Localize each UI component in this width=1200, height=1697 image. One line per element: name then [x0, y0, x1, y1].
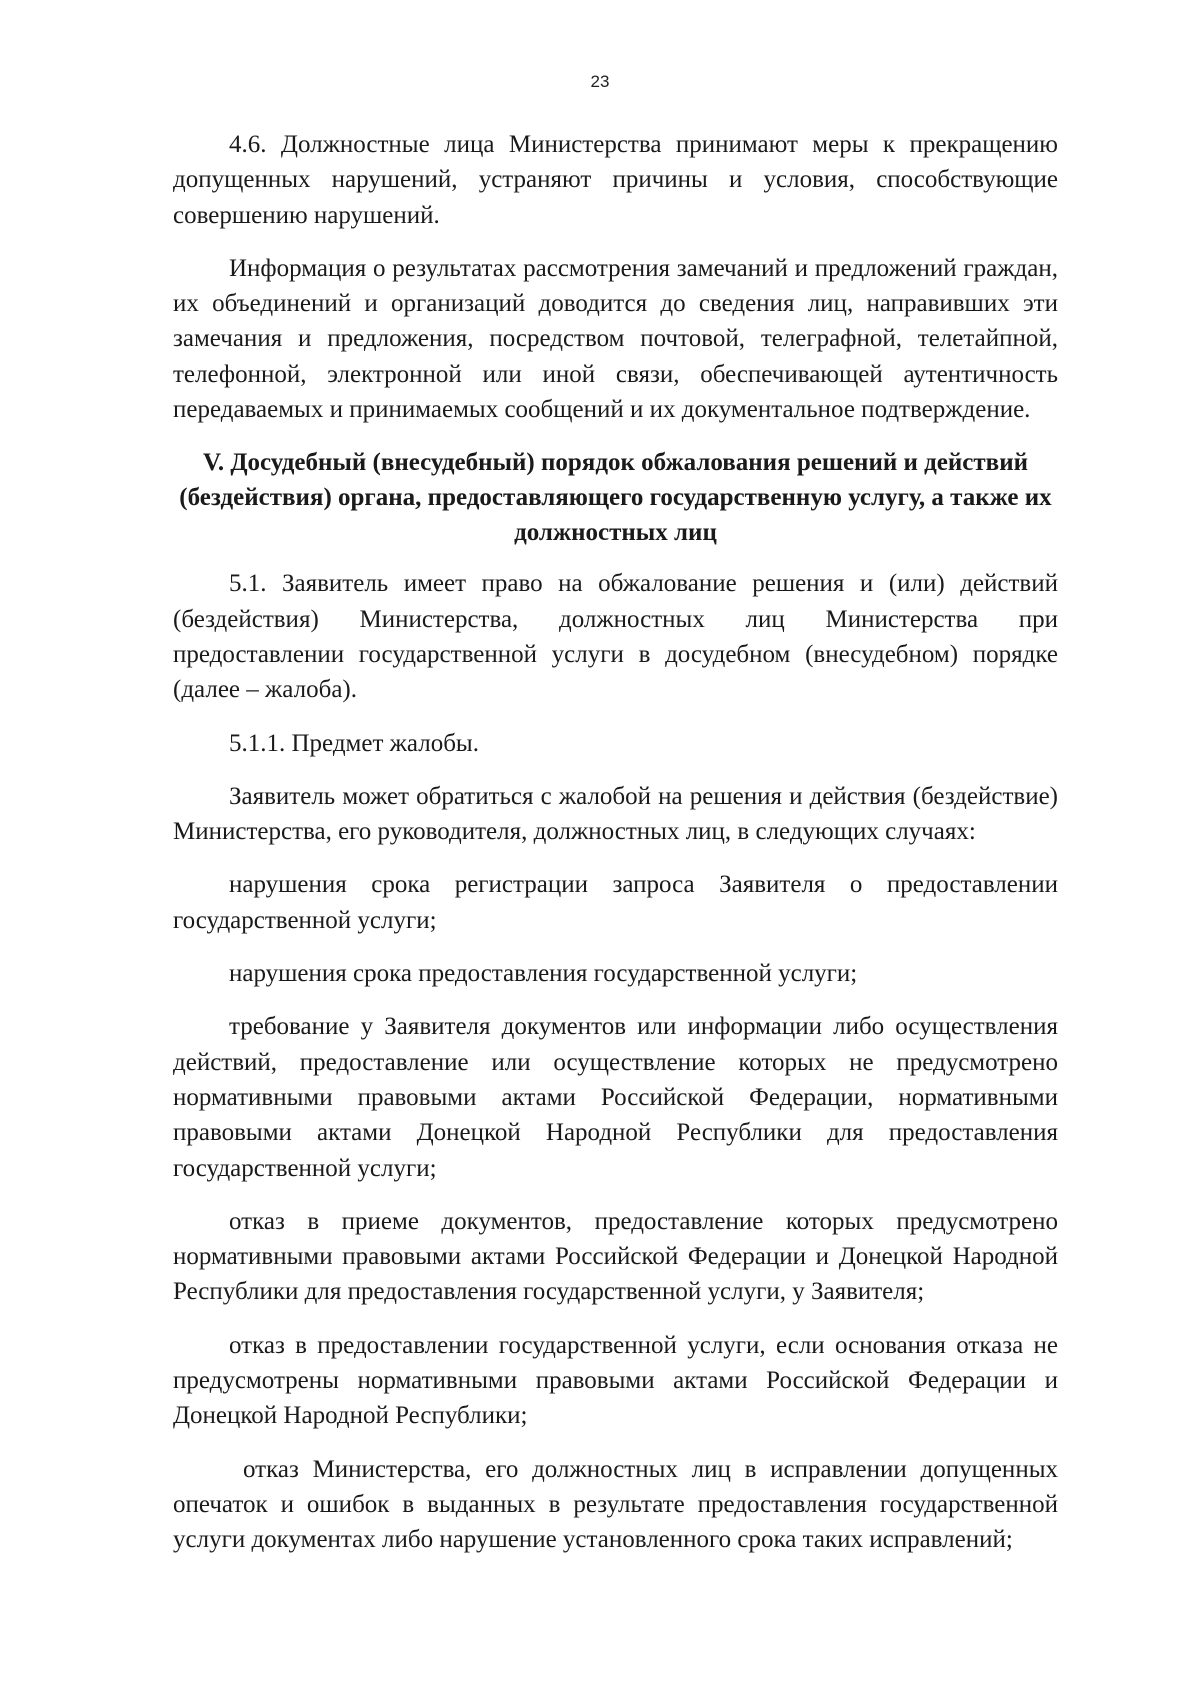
page-number: 23	[590, 72, 610, 91]
list-item-service-term: нарушения срока предоставления государственной услуги;	[229, 960, 858, 988]
list-item-extra-documents: требование у Заявителя документов или информации либо осуществления действий, предоставление или осуществление которых не предусмотрено нормативными правовыми актами Российской Федерации, нормативными правовыми актами Донецкой Народной Республики для предоставления государственной услуги;	[173, 1013, 1058, 1182]
document-body	[173, 127, 1058, 1576]
list-item-refusal-acceptance: отказ в приеме документов, предоставление которых предусмотрено нормативными правовыми актами Российской Федерации и Донецкой Народной Республики для предоставления государственной услуги, у Заявителя;	[173, 1207, 1058, 1306]
list-item-refusal-correction: отказ Министерства, его должностных лиц в исправлении допущенных опечаток и ошибок в выданных в результате предоставления государственной услуги документах либо нарушение установленного срока таких исправлений;	[173, 1455, 1058, 1554]
paragraph-5-1: 5.1. Заявитель имеет право на обжалование решения и (или) действий (бездействия) Министерства, должностных лиц Министерства при предоставлении государственной услуги в досудебном (внесудебном) порядке (далее – жалоба).	[173, 570, 1058, 704]
paragraph-info-results: Информация о результатах рассмотрения замечаний и предложений граждан, их объединений и организаций доводится до сведения лиц, направивших эти замечания и предложения, посредством почтовой, телеграфной, телетайпной, телефонной, электронной или иной связи, обеспечивающей аутентичность передаваемых и принимаемых сообщений и их документальное подтверждение.	[173, 254, 1058, 424]
paragraph-4-6: 4.6. Должностные лица Министерства принимают меры к прекращению допущенных нарушений, устраняют причины и условия, способствующие совершению нарушений.	[173, 131, 1058, 229]
section-heading: V. Досудебный (внесудебный) порядок обжалования решений и действий (бездействия) органа, предоставляющего государственную услугу, а также их должностных лиц	[179, 449, 1052, 547]
list-item-refusal-service: отказ в предоставлении государственной услуги, если основания отказа не предусмотрены нормативными правовыми актами Российской Федерации и Донецкой Народной Республики;	[173, 1331, 1058, 1430]
list-item-registration-term: нарушения срока регистрации запроса Заявителя о предоставлении государственной услуги;	[173, 871, 1058, 934]
paragraph-5-1-1: 5.1.1. Предмет жалобы.	[229, 729, 479, 757]
paragraph-complaint-cases: Заявитель может обратиться с жалобой на решения и действия (бездействие) Министерства, его руководителя, должностных лиц, в следующих случаях:	[173, 782, 1058, 846]
